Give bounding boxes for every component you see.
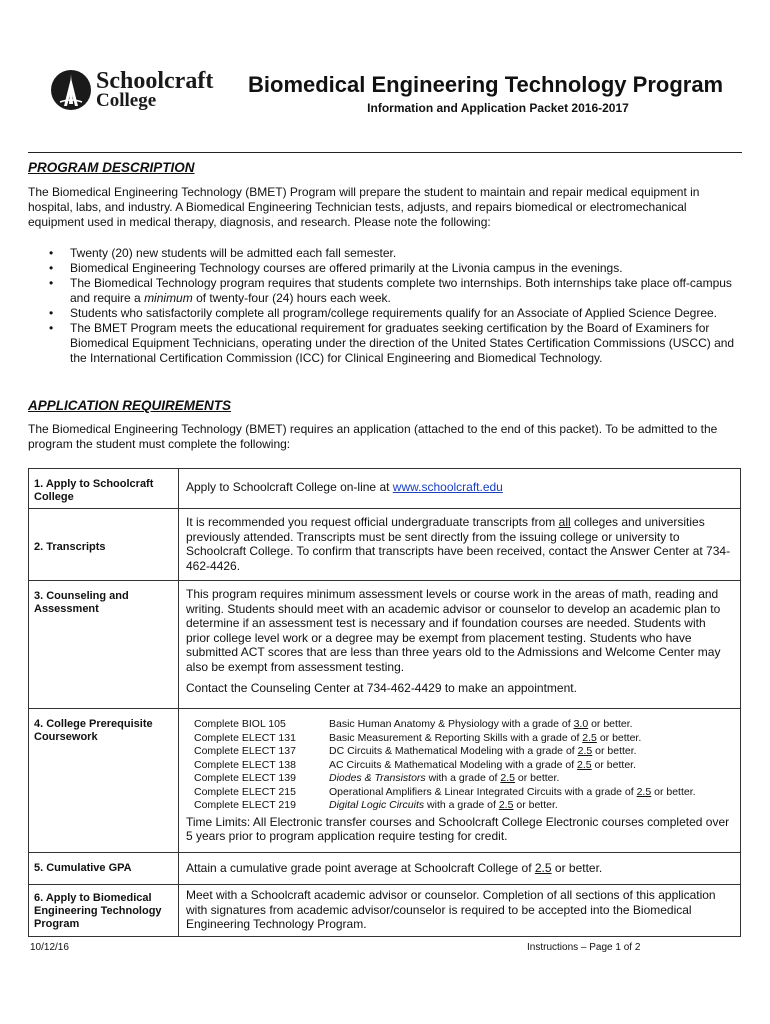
counseling-contact: Contact the Counseling Center at 734-462-4429 to make an appointment. [186, 681, 577, 695]
course-titles-column [329, 718, 732, 813]
table-row [29, 885, 741, 937]
table-row [29, 509, 741, 581]
course-title: Basic Measurement & Reporting Skills [329, 731, 508, 744]
course-title: Operational Amplifiers & Linear Integrated Circuits [329, 785, 562, 798]
course-title: Diodes & Transistors [329, 772, 426, 784]
course-title: Basic Human Anatomy & Physiology [329, 718, 499, 730]
grade-suffix: or better. [596, 731, 642, 744]
grade-prefix: with a grade of [561, 785, 637, 798]
course-code: Complete ELECT 139 [194, 772, 296, 784]
grade-value: 2.5 [498, 799, 514, 811]
grade-value: 2.5 [500, 772, 515, 784]
grade-value: 2.5 [636, 785, 652, 798]
table-row [29, 709, 741, 853]
course-code: Complete ELECT 219 [194, 799, 296, 811]
header-divider [28, 152, 742, 153]
course-title: AC Circuits & Mathematical Modeling [329, 758, 503, 771]
apply-text: Apply to Schoolcraft College on-line at [186, 480, 393, 494]
requirements-table [28, 468, 741, 937]
college-logo [50, 68, 225, 116]
course-code: Complete ELECT 137 [194, 745, 296, 757]
grade-prefix: with a grade of [424, 799, 499, 811]
gpa-text-2: or better. [551, 860, 603, 875]
grade-suffix: or better. [513, 799, 558, 811]
footer-date: 10/12/16 [30, 942, 69, 953]
course-codes-column [194, 718, 329, 813]
grade-suffix: or better. [515, 772, 560, 784]
application-intro: The Biomedical Engineering Technology (BMET) requires an application (attached to the end of this packet). To be admitted to the program the student must complete the following: [28, 422, 718, 451]
course-requirement [329, 732, 732, 746]
course-code: Complete ELECT 131 [194, 731, 296, 744]
step-description [179, 509, 741, 581]
gpa-text-1: Attain a cumulative grade point average at Schoolcraft College of [186, 860, 535, 875]
course-title: DC Circuits & Mathematical Modeling [329, 745, 503, 757]
course-requirement [329, 799, 732, 813]
grade-suffix: or better. [651, 785, 696, 798]
grade-suffix: or better. [588, 718, 633, 730]
step-description [179, 469, 741, 509]
prerequisite-course-list [194, 718, 732, 813]
course-requirement [329, 759, 732, 773]
grade-prefix: with a grade of [502, 758, 578, 771]
footer-page-number: Instructions – Page 1 of 2 [527, 942, 641, 953]
step-description [179, 581, 741, 709]
logo-name: Schoolcraft [96, 68, 214, 94]
step-label: 5. Cumulative GPA [29, 853, 179, 885]
course-requirement [329, 786, 732, 800]
list-item: • Biomedical Engineering Technology courses are offered primarily at the Livonia campus in the evenings. [28, 261, 742, 276]
internship-emphasis: minimum [144, 291, 193, 305]
course-requirement [329, 718, 732, 732]
grade-value: 2.5 [577, 745, 593, 757]
step-description [179, 853, 741, 885]
program-intro: The Biomedical Engineering Technology (BMET) Program will prepare the student to maintain and repair medical equipment in hospital, labs, and industry. A Biomedical Engineering Technician tests, adjusts, and repairs biomedical or electromechanical equipment used in medical therapy, diagnosis, and research. Please note the following: [28, 185, 700, 229]
grade-value: 2.5 [577, 758, 592, 771]
list-item: • The BMET Program meets the educational requirement for graduates seeking certification by the Board of Examiners for Biomedical Equipment Technicians, operating under the direction of the United States Certification Commissions (USCC) and the International Certification Commission (ICC) for Clinical Engineering and Biomedical Technology. [28, 321, 742, 366]
grade-value: 2.5 [582, 731, 597, 744]
course-code: Complete ELECT 215 [194, 785, 296, 798]
grade-prefix: with a grade of [498, 718, 574, 730]
schoolcraft-logo-icon [50, 68, 92, 112]
internship-text-2: of twenty-four (24) hours each week. [192, 291, 391, 305]
step-label: 4. College Prerequisite Coursework [29, 709, 179, 853]
course-requirement [329, 772, 732, 786]
page-subtitle: Information and Application Packet 2016-2017 [367, 101, 629, 115]
table-row [29, 853, 741, 885]
step-description [179, 709, 741, 853]
table-row [29, 581, 741, 709]
counseling-text: This program requires minimum assessment levels or course work in the areas of math, reading and writing. Students should meet with an academic advisor or counselor to develop an academic plan to determine if an assessment test is necessary and if foundation courses are needed. Students with prior college level work or a degree may be exempt from placement testing. Students who have submitted ACT scores that are less than three years old to the Admissions and Welcome Center may also be exempt from assessment testing. [186, 587, 721, 674]
transcripts-underline: all [558, 515, 571, 529]
course-requirement [329, 745, 732, 759]
logo-subname: College [96, 90, 157, 111]
step-label: 6. Apply to Biomedical Engineering Technology Program [29, 885, 179, 937]
course-code: Complete ELECT 138 [194, 758, 296, 771]
list-item [28, 276, 742, 306]
list-item: • Twenty (20) new students will be admitted each fall semester. [28, 246, 742, 261]
internship-text-1: The Biomedical Technology program requires that students complete two internships. Both internships take place off-campus and require a [70, 276, 732, 305]
transcripts-text-1: It is recommended you request official undergraduate transcripts from [186, 515, 559, 529]
grade-value: 3.0 [573, 718, 589, 730]
gpa-value: 2.5 [534, 860, 552, 875]
application-requirements-heading: APPLICATION REQUIREMENTS [28, 398, 232, 413]
step-label: 1. Apply to Schoolcraft College [29, 469, 179, 509]
list-item: • Students who satisfactorily complete all program/college requirements qualify for an Associate of Applied Science Degree. [28, 306, 742, 321]
step-label: 3. Counseling and Assessment [29, 581, 179, 709]
grade-suffix: or better. [591, 758, 636, 771]
step-label: 2. Transcripts [29, 509, 179, 581]
grade-prefix: with a grade of [502, 745, 578, 757]
course-code: Complete BIOL 105 [194, 718, 286, 730]
step-description: Meet with a Schoolcraft academic advisor or counselor. Completion of all sections of this application with signatures from academic advisor/counselor is required to be accepted into the Biomedical Engineering Technology Program. [179, 885, 741, 937]
course-title: Digital Logic Circuits [329, 799, 425, 811]
grade-prefix: with a grade of [425, 772, 501, 784]
transcripts-text-2: colleges and universities previously attended. Transcripts must be sent directly from the issuing college or university to Schoolcraft College. To confirm that transcripts have been received, contact the Answer Center at 734-462-4426. [186, 515, 731, 573]
time-limits-note: Time Limits: All Electronic transfer courses and Schoolcraft College Electronic courses completed over 5 years prior to program application require testing for credit. [186, 814, 730, 843]
grade-suffix: or better. [592, 745, 637, 757]
grade-prefix: with a grade of [507, 731, 583, 744]
program-description-heading: PROGRAM DESCRIPTION [28, 160, 195, 175]
page-title: Biomedical Engineering Technology Program [248, 72, 724, 97]
schoolcraft-website-link[interactable]: www.schoolcraft.edu [392, 480, 503, 494]
table-row [29, 469, 741, 509]
program-notes-list [28, 246, 742, 366]
